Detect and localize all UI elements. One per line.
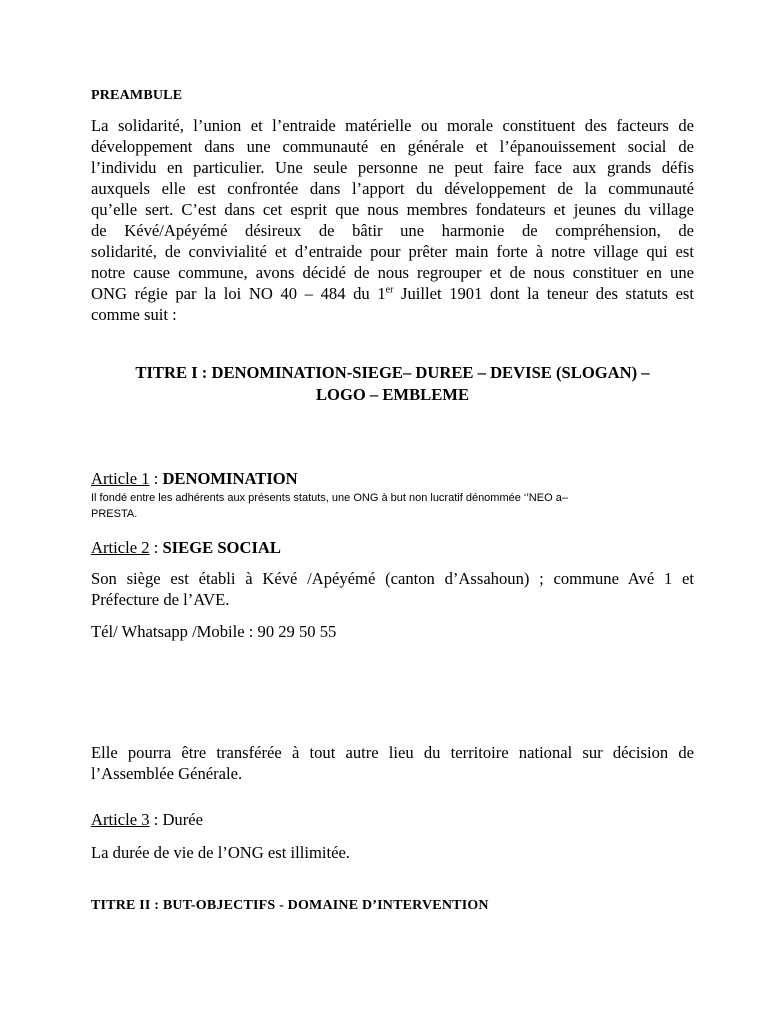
titre2-heading: TITRE II : BUT-OBJECTIFS - DOMAINE D’INTERVENTION [91,898,489,913]
preamble-heading: PREAMBULE [91,88,183,103]
article3-heading [91,810,694,830]
preamble-line: comme suit : [91,305,177,324]
article2-heading [91,538,694,558]
titre1-line: TITRE I : DENOMINATION-SIEGE– DUREE – DEVISE (SLOGAN) – [135,363,650,382]
article1-body-line: PRESTA. [91,508,138,520]
article2-transfer-line: l’Assemblée Générale. [91,764,243,783]
article-label: Article 3 [91,810,150,829]
article-label: Article 1 [91,469,150,488]
article-title: DENOMINATION [162,469,298,488]
preamble-text: Juillet 1901 dont la teneur des statuts est [393,284,694,303]
preamble-paragraph [91,115,694,325]
article1-body [91,490,694,522]
superscript: er [385,284,394,296]
titre1-line: LOGO – EMBLEME [315,385,470,404]
article-sep: : [149,810,163,829]
article3-body: La durée de vie de l’ONG est illimitée. [91,843,350,862]
preamble-line: notre cause commune, avons décidé de nous regrouper et de nous constituer en une [91,263,694,282]
preamble-line: auxquels elle est confrontée dans l’apport du développement de la communauté [91,179,694,198]
article2-phone: Tél/ Whatsapp /Mobile : 90 29 50 55 [91,622,337,641]
article2-body [91,568,694,610]
titre1-heading [91,362,694,406]
article-sep: : [149,469,163,488]
article1-heading [91,469,694,489]
article2-body-line: Son siège est établi à Kévé /Apéyémé (canton d’Assahoun) ; commune Avé 1 et [91,569,694,588]
preamble-line [91,283,694,304]
preamble-line: solidarité, de convivialité et d’entraide pour prêter main forte à notre village qui est [91,242,694,261]
preamble-line: La solidarité, l’union et l’entraide matérielle ou morale constituent des facteurs de [91,116,694,135]
article2-body-line: Préfecture de l’AVE. [91,590,230,609]
article2-transfer [91,742,694,784]
preamble-line: l’individu en particulier. Une seule personne ne peut faire face aux grands défis [91,158,694,177]
preamble-line: développement dans une communauté en générale et l’épanouissement social de [91,137,694,156]
article-label: Article 2 [91,538,150,557]
article2-transfer-line: Elle pourra être transférée à tout autre lieu du territoire national sur décision de [91,743,694,762]
article-title: SIEGE SOCIAL [162,538,281,557]
article-title: Durée [162,810,203,829]
preamble-text: ONG régie par la loi NO 40 – 484 du 1 [91,284,386,303]
preamble-line: qu’elle sert. C’est dans cet esprit que nous membres fondateurs et jeunes du village [91,200,694,219]
preamble-line: de Kévé/Apéyémé désireux de bâtir une harmonie de compréhension, de [91,221,694,240]
article-sep: : [149,538,163,557]
article1-body-line: Il fondé entre les adhérents aux présents statuts, une ONG à but non lucratif dénommée ‘’NEO a– [91,492,568,504]
